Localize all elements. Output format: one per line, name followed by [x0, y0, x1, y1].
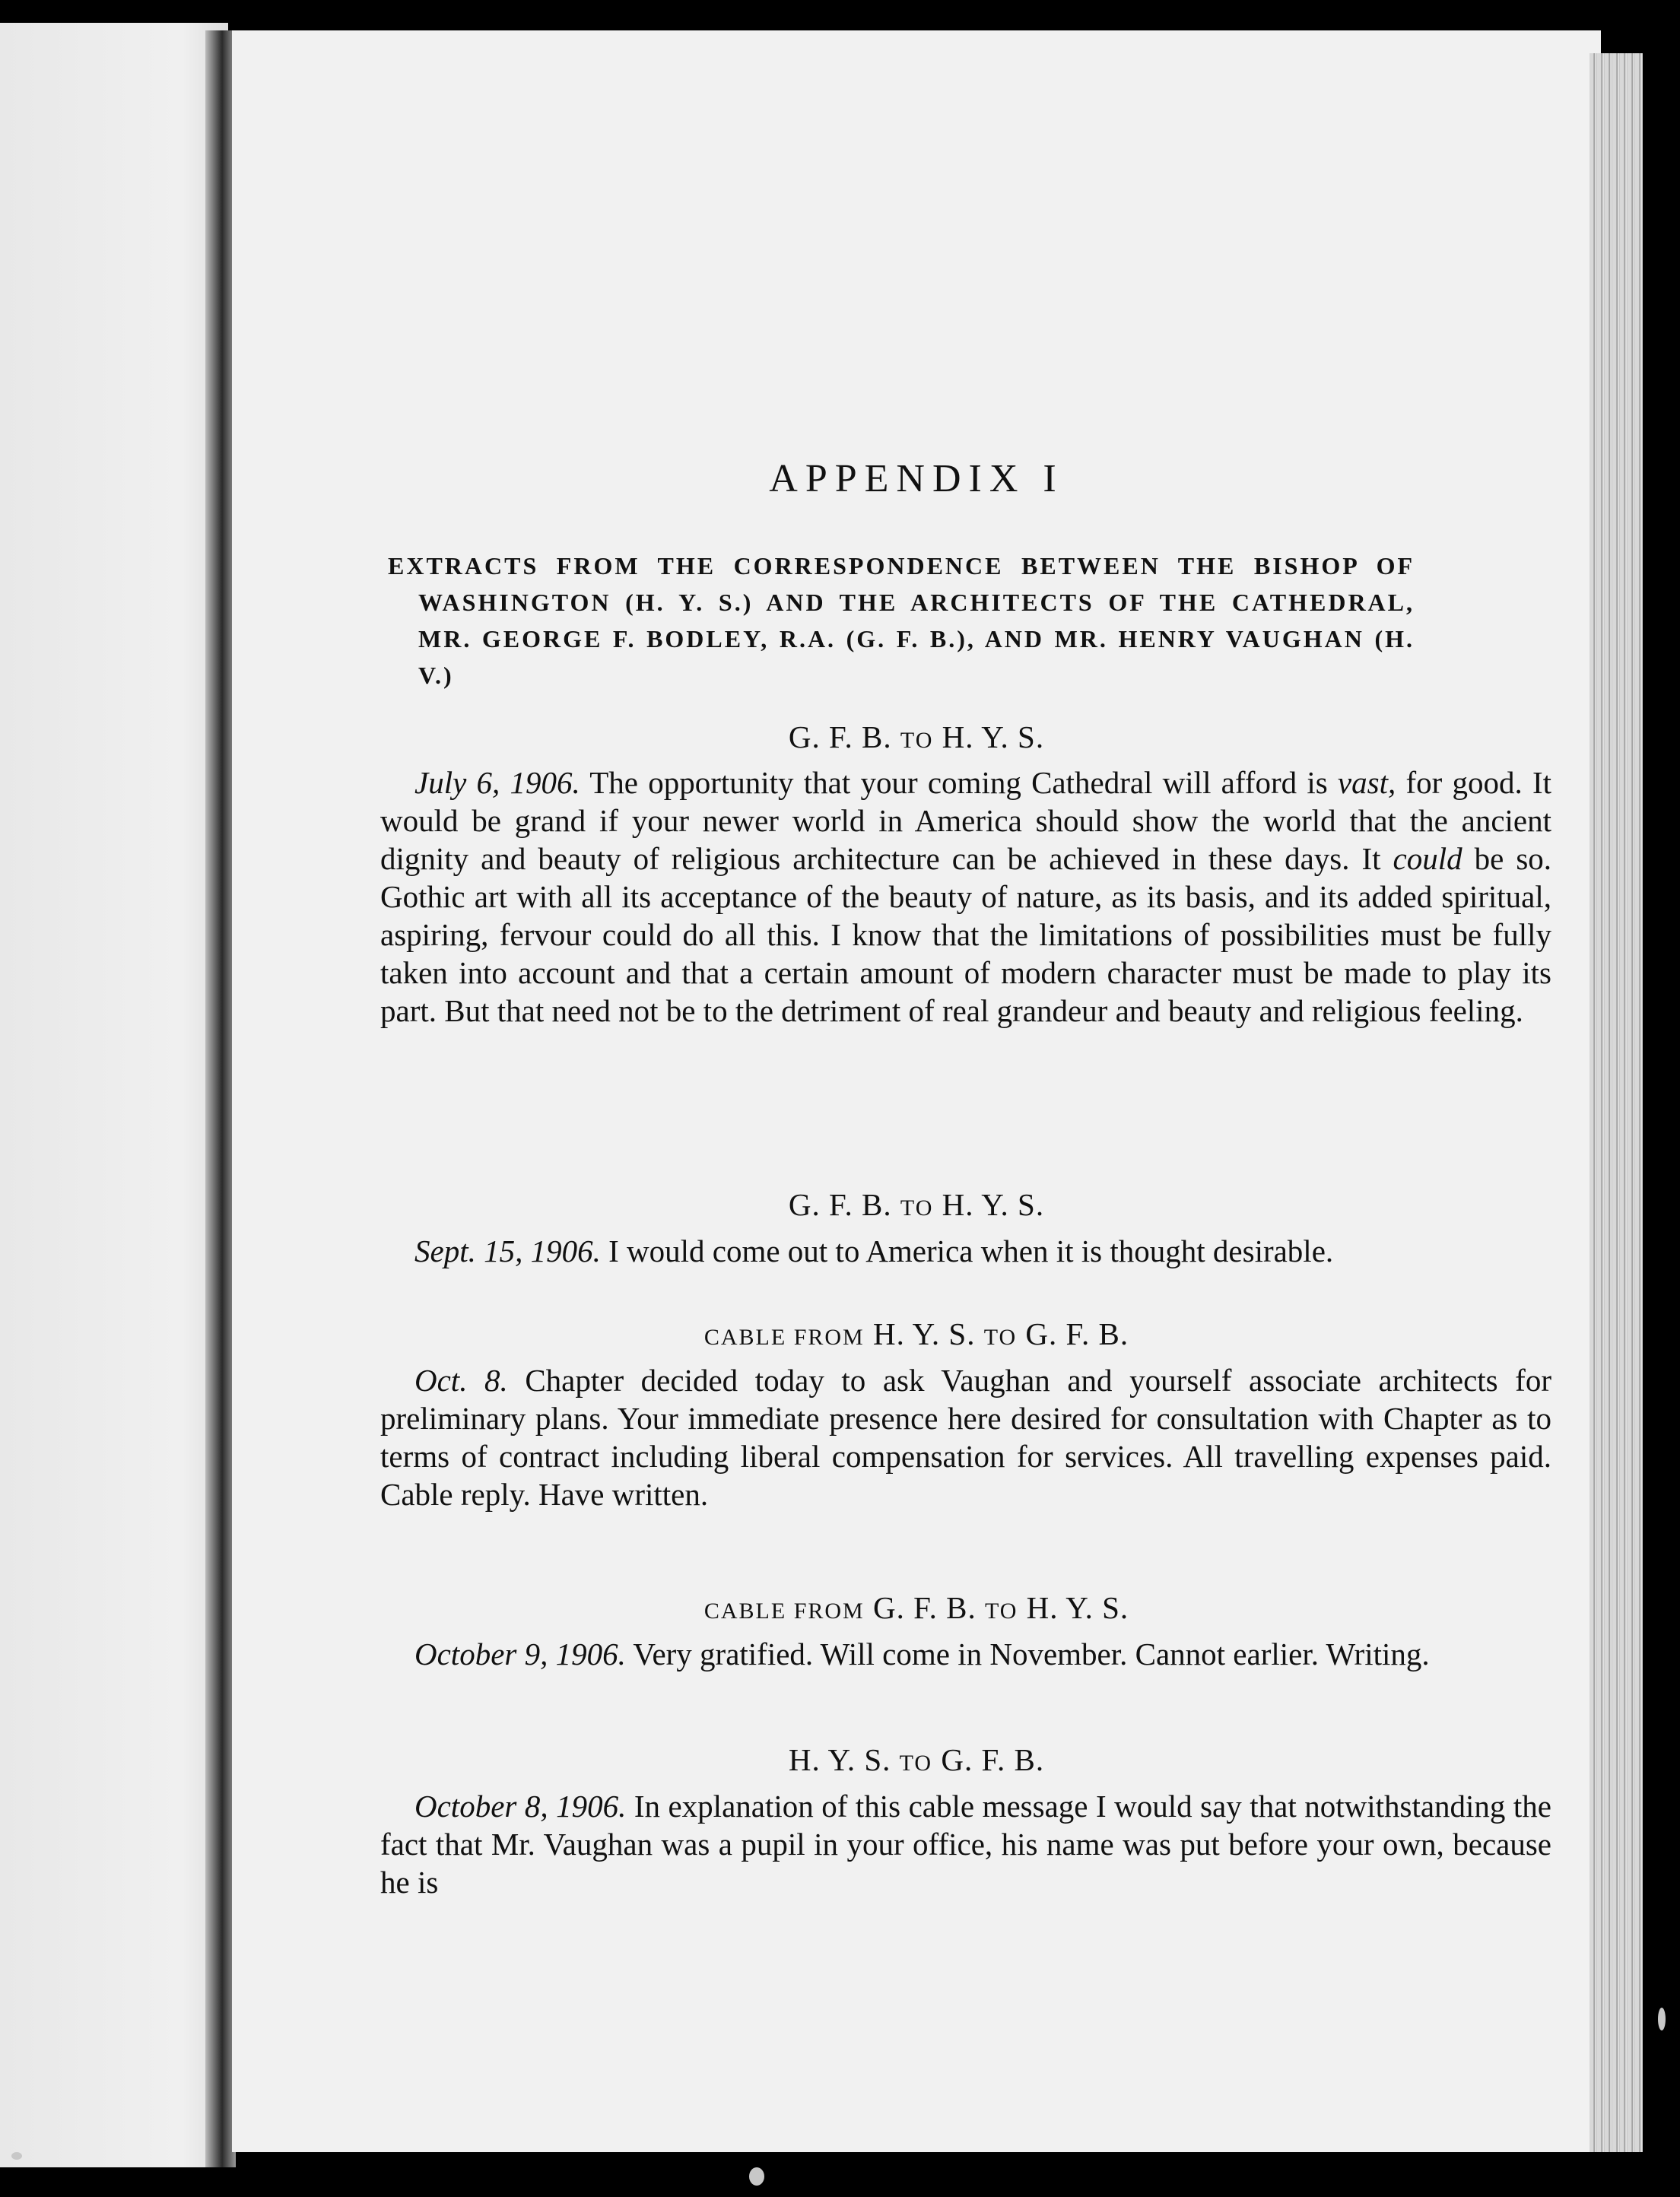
letter-paragraph: [380, 1361, 1551, 1513]
section-heading: [232, 1589, 1601, 1626]
book-page: [232, 30, 1601, 2152]
scan-speck: [11, 2152, 22, 2160]
left-page-margin: [0, 23, 228, 2167]
recipient: G. F. B.: [1025, 1316, 1129, 1351]
sender: G. F. B.: [788, 1187, 892, 1222]
letter-date: July 6, 1906.: [414, 765, 580, 800]
recipient: H. Y. S.: [942, 1187, 1045, 1222]
scan-speck: [1658, 2008, 1666, 2030]
to-word: TO: [899, 1751, 933, 1776]
emphasis-text: vast,: [1337, 765, 1396, 800]
letter-date: Sept. 15, 1906.: [414, 1233, 601, 1268]
to-word: TO: [900, 1195, 934, 1221]
recipient: H. Y. S.: [1026, 1590, 1129, 1625]
appendix-subtitle: EXTRACTS FROM THE CORRESPONDENCE BETWEEN THE BISHOP OF WASHINGTON (H. Y. S.) AND THE ARCHITECTS OF THE CATHEDRAL, MR. GEORGE F. BODLEY, R.A. (G. F. B.), AND MR. HENRY VAUGHAN (H. V.): [388, 552, 1415, 689]
letter-date: October 8, 1906.: [414, 1789, 627, 1824]
sender: G. F. B.: [872, 1590, 977, 1625]
letter-paragraph: [380, 1787, 1551, 1901]
section-heading: [232, 719, 1601, 755]
to-word: TO: [983, 1325, 1018, 1350]
letter-text: for good. It would be grand if your newer world in America should show the world that the ancient dignity and beauty of religious architecture can be achieved in these days. It: [380, 765, 1552, 876]
recipient: H. Y. S.: [942, 719, 1045, 754]
letter-paragraph: [380, 1232, 1551, 1270]
scan-speck: [749, 2167, 764, 2186]
appendix-title: APPENDIX I: [769, 457, 1064, 500]
sender: H. Y. S.: [872, 1316, 976, 1351]
cable-from-label: CABLE FROM: [703, 1599, 865, 1624]
letter-text: The opportunity that your coming Cathedral will afford is: [589, 765, 1328, 800]
page-edges: [1589, 53, 1643, 2152]
letter-text: In explanation of this cable message I would say that notwithstanding the fact that Mr. Vaughan was a pupil in your office, his name was put before your own, because he is: [380, 1789, 1552, 1900]
letter-paragraph: [380, 1635, 1551, 1673]
letter-text: Chapter decided today to ask Vaughan and yourself associate architects for preliminary plans. Your immediate presence here desired for consultation with Chapter as to terms of contract including liberal compensation for services. All travelling expenses paid. Cable reply. Have written.: [380, 1363, 1551, 1512]
section-heading: [232, 1741, 1601, 1778]
cable-from-label: CABLE FROM: [703, 1325, 865, 1350]
letter-date: Oct. 8.: [414, 1363, 508, 1398]
recipient: G. F. B.: [941, 1742, 1045, 1777]
letter-date: October 9, 1906.: [414, 1637, 626, 1672]
letter-paragraph: [380, 764, 1551, 1030]
emphasis-text: could: [1393, 841, 1462, 876]
to-word: TO: [984, 1599, 1018, 1624]
to-word: TO: [900, 728, 934, 753]
sender: G. F. B.: [788, 719, 892, 754]
letter-text: Very gratified. Will come in November. Cannot earlier. Writing.: [633, 1637, 1430, 1672]
sender: H. Y. S.: [788, 1742, 891, 1777]
letter-text: I would come out to America when it is thought desirable.: [608, 1233, 1334, 1268]
section-heading: [232, 1186, 1601, 1223]
book-gutter: [205, 30, 236, 2167]
letter-text: be so. Gothic art with all its acceptance of the beauty of nature, as its basis, and its added spiritual, aspiring, fervour could do all this. I know that the limitations of possibilities must be fully taken into account and that a certain amount of modern character must be made to play its part. But that need not be to the detriment of real grandeur and beauty and religious feeling.: [380, 841, 1552, 1028]
section-heading: [232, 1316, 1601, 1352]
